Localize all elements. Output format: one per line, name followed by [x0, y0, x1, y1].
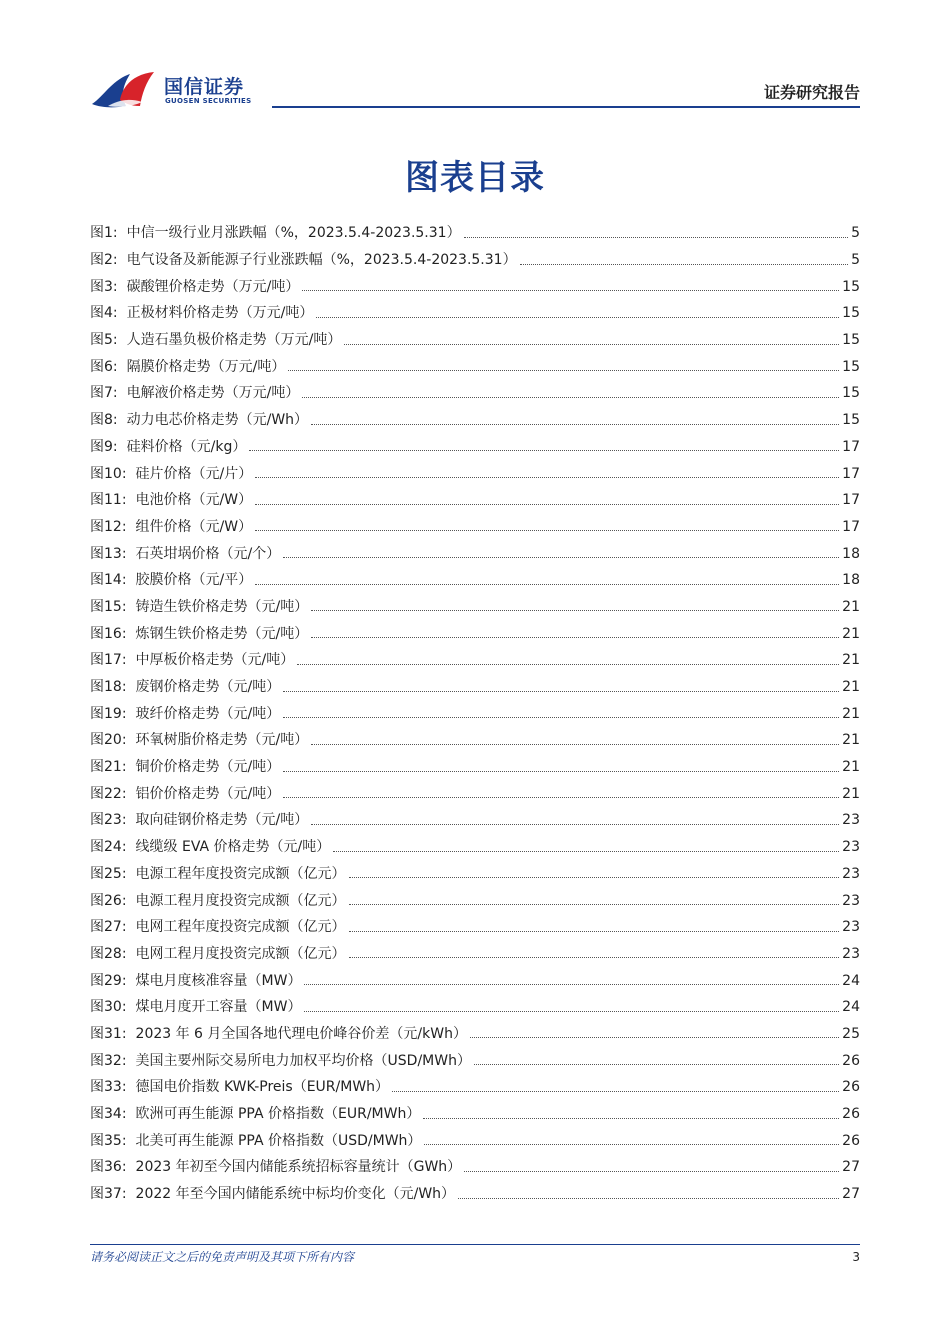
- company-logo: [90, 66, 260, 110]
- toc-entry-title: 废钢价格走势（元/吨）: [135, 679, 281, 696]
- toc-entry-title: 胶膜价格（元/平）: [135, 572, 253, 589]
- toc-entry-number: 图32:: [90, 1052, 127, 1069]
- toc-entry-page: 23: [842, 839, 860, 856]
- toc-entry-title: 欧洲可再生能源 PPA 价格指数（EUR/MWh）: [135, 1106, 421, 1123]
- toc-entry-leader: [474, 1064, 839, 1065]
- toc-entry-page: 23: [842, 865, 860, 882]
- toc-entry-leader: [333, 851, 839, 852]
- toc-entry-number: 图6:: [90, 358, 118, 375]
- toc-entry-title: 环氧树脂价格走势（元/吨）: [135, 732, 309, 749]
- toc-entry-page: 23: [842, 945, 860, 962]
- toc-entry-number: 图8:: [90, 412, 118, 429]
- toc-entry-leader: [302, 397, 839, 398]
- toc-entry-page: 15: [842, 278, 860, 295]
- toc-entry-page: 26: [842, 1132, 860, 1149]
- toc-entry[interactable]: [90, 1127, 860, 1154]
- toc-entry[interactable]: [90, 807, 860, 834]
- toc-entry[interactable]: [90, 540, 860, 567]
- toc-entry-leader: [464, 1171, 839, 1172]
- toc-entry-number: 图5:: [90, 332, 118, 349]
- toc-entry-leader: [283, 691, 839, 692]
- toc-entry-leader: [311, 637, 839, 638]
- toc-entry-leader: [304, 984, 839, 985]
- toc-entry-page: 15: [842, 385, 860, 402]
- footer-disclaimer: 请务必阅读正文之后的免责声明及其项下所有内容: [90, 1250, 355, 1264]
- toc-entry-leader: [255, 477, 839, 478]
- toc-entry[interactable]: [90, 754, 860, 781]
- toc-entry-title: 取向硅钢价格走势（元/吨）: [135, 812, 309, 829]
- toc-entry-title: 炼钢生铁价格走势（元/吨）: [135, 625, 309, 642]
- toc-entry-leader: [249, 450, 839, 451]
- toc-entry-leader: [311, 824, 839, 825]
- toc-entry[interactable]: [90, 1074, 860, 1101]
- toc-entry-page: 5: [851, 252, 860, 269]
- toc-entry[interactable]: [90, 674, 860, 701]
- toc-entry[interactable]: [90, 460, 860, 487]
- toc-entry-title: 正极材料价格走势（万元/吨）: [126, 305, 314, 322]
- toc-entry-leader: [424, 1144, 839, 1145]
- toc-entry-number: 图4:: [90, 305, 118, 322]
- header-divider: [272, 106, 860, 108]
- toc-entry-leader: [464, 237, 849, 238]
- toc-entry-title: 电池价格（元/W）: [135, 492, 253, 509]
- toc-entry-page: 18: [842, 572, 860, 589]
- toc-entry-number: 图34:: [90, 1106, 127, 1123]
- toc-entry-page: 21: [842, 705, 860, 722]
- toc-entry-page: 25: [842, 1025, 860, 1042]
- toc-entry-page: 21: [842, 625, 860, 642]
- toc-entry-number: 图7:: [90, 385, 118, 402]
- toc-entry-number: 图10:: [90, 465, 127, 482]
- toc-entry-page: 23: [842, 919, 860, 936]
- toc-entry-leader: [255, 504, 839, 505]
- toc-entry-leader: [344, 344, 839, 345]
- toc-entry-number: 图24:: [90, 839, 127, 856]
- toc-entry-page: 26: [842, 1079, 860, 1096]
- toc-entry-number: 图18:: [90, 679, 127, 696]
- report-type-label: 证券研究报告: [763, 83, 860, 102]
- toc-entry-page: 18: [842, 545, 860, 562]
- toc-entry-page: 15: [842, 332, 860, 349]
- page-header: [90, 66, 860, 110]
- toc-entry-title: 硅料价格（元/kg）: [126, 438, 247, 455]
- toc-entry-leader: [311, 744, 839, 745]
- toc-entry[interactable]: [90, 700, 860, 727]
- toc-entry-title: 玻纤价格走势（元/吨）: [135, 705, 281, 722]
- toc-entry[interactable]: [90, 1021, 860, 1048]
- toc-entry-leader: [311, 610, 839, 611]
- toc-entry-title: 2023 年初至今国内储能系统招标容量统计（GWh）: [135, 1159, 462, 1176]
- toc-entry-number: 图17:: [90, 652, 127, 669]
- toc-entry[interactable]: [90, 247, 860, 274]
- toc-entry-title: 美国主要州际交易所电力加权平均价格（USD/MWh）: [135, 1052, 471, 1069]
- toc-entry-number: 图35:: [90, 1132, 127, 1149]
- toc-entry[interactable]: [90, 941, 860, 968]
- toc-entry-number: 图11:: [90, 492, 127, 509]
- footer-divider: [90, 1244, 860, 1245]
- toc-entry-leader: [316, 317, 839, 318]
- toc-entry-page: 24: [842, 972, 860, 989]
- toc-entry[interactable]: [90, 994, 860, 1021]
- toc-entry-number: 图37:: [90, 1186, 127, 1203]
- toc-entry-title: 煤电月度开工容量（MW）: [135, 999, 302, 1016]
- toc-entry-number: 图26:: [90, 892, 127, 909]
- toc-entry-number: 图12:: [90, 518, 127, 535]
- toc-entry[interactable]: [90, 1047, 860, 1074]
- toc-entry-title: 线缆级 EVA 价格走势（元/吨）: [135, 839, 331, 856]
- toc-entry-title: 铜价价格走势（元/吨）: [135, 759, 281, 776]
- toc-entry-number: 图14:: [90, 572, 127, 589]
- toc-entry-page: 23: [842, 892, 860, 909]
- toc-entry-page: 17: [842, 492, 860, 509]
- toc-entry-page: 27: [842, 1159, 860, 1176]
- toc-entry-number: 图33:: [90, 1079, 127, 1096]
- toc-entry-leader: [349, 877, 840, 878]
- toc-entry-title: 人造石墨负极价格走势（万元/吨）: [126, 332, 342, 349]
- toc-entry-number: 图25:: [90, 865, 127, 882]
- logo-english-name: GUOSEN SECURITIES: [165, 97, 252, 105]
- toc-entry-title: 组件价格（元/W）: [135, 518, 253, 535]
- toc-entry-leader: [255, 530, 839, 531]
- toc-entry-number: 图23:: [90, 812, 127, 829]
- toc-entry-page: 27: [842, 1186, 860, 1203]
- toc-entry-page: 21: [842, 652, 860, 669]
- toc-entry-leader: [392, 1091, 839, 1092]
- toc-entry-title: 铸造生铁价格走势（元/吨）: [135, 598, 309, 615]
- toc-entry-title: 硅片价格（元/片）: [135, 465, 253, 482]
- toc-entry[interactable]: [90, 1181, 860, 1208]
- toc-entry-page: 15: [842, 358, 860, 375]
- toc-entry-title: 电源工程年度投资完成额（亿元）: [135, 865, 346, 882]
- toc-entry-leader: [304, 1011, 839, 1012]
- toc-entry[interactable]: [90, 620, 860, 647]
- toc-entry-title: 2022 年至今国内储能系统中标均价变化（元/Wh）: [135, 1186, 456, 1203]
- toc-entry-number: 图20:: [90, 732, 127, 749]
- toc-entry[interactable]: [90, 887, 860, 914]
- toc-entry-page: 24: [842, 999, 860, 1016]
- toc-entry-leader: [288, 370, 839, 371]
- toc-entry-page: 17: [842, 438, 860, 455]
- toc-entry-leader: [470, 1037, 839, 1038]
- toc-entry-leader: [520, 264, 849, 265]
- toc-entry[interactable]: [90, 567, 860, 594]
- toc-entry-page: 21: [842, 785, 860, 802]
- toc-entry[interactable]: [90, 967, 860, 994]
- toc-entry-leader: [302, 290, 839, 291]
- toc-entry-number: 图28:: [90, 945, 127, 962]
- toc-entry-title: 隔膜价格走势（万元/吨）: [126, 358, 286, 375]
- toc-entry-title: 动力电芯价格走势（元/Wh）: [126, 412, 309, 429]
- toc-entry-title: 中厚板价格走势（元/吨）: [135, 652, 295, 669]
- toc-entry-number: 图2:: [90, 252, 118, 269]
- guosen-logo-icon: [90, 66, 158, 110]
- toc-entry-page: 21: [842, 598, 860, 615]
- toc-entry-page: 26: [842, 1106, 860, 1123]
- toc-entry[interactable]: [90, 1101, 860, 1128]
- toc-entry-page: 21: [842, 759, 860, 776]
- toc-entry-title: 电气设备及新能源子行业涨跌幅（%，2023.5.4-2023.5.31）: [126, 252, 517, 269]
- toc-entry-number: 图9:: [90, 438, 118, 455]
- toc-entry-title: 铝价价格走势（元/吨）: [135, 785, 281, 802]
- toc-entry-page: 17: [842, 518, 860, 535]
- toc-entry[interactable]: [90, 647, 860, 674]
- toc-entry-title: 电源工程月度投资完成额（亿元）: [135, 892, 346, 909]
- toc-entry-leader: [349, 904, 840, 905]
- toc-entry-page: 15: [842, 305, 860, 322]
- toc-entry-leader: [297, 664, 839, 665]
- toc-entry-leader: [283, 771, 839, 772]
- toc-entry-title: 德国电价指数 KWK-Preis（EUR/MWh）: [135, 1079, 390, 1096]
- toc-entry-leader: [283, 557, 839, 558]
- toc-entry[interactable]: [90, 407, 860, 434]
- toc-entry-page: 5: [851, 225, 860, 242]
- toc-entry-title: 煤电月度核准容量（MW）: [135, 972, 302, 989]
- toc-entry[interactable]: [90, 834, 860, 861]
- toc-entry-title: 中信一级行业月涨跌幅（%，2023.5.4-2023.5.31）: [126, 225, 461, 242]
- toc-entry[interactable]: [90, 327, 860, 354]
- toc-entry[interactable]: [90, 380, 860, 407]
- toc-entry-title: 电网工程年度投资完成额（亿元）: [135, 919, 346, 936]
- toc-entry-leader: [283, 797, 839, 798]
- toc-entry[interactable]: [90, 861, 860, 888]
- toc-entry-number: 图22:: [90, 785, 127, 802]
- toc-entry[interactable]: [90, 514, 860, 541]
- toc-entry-number: 图3:: [90, 278, 118, 295]
- footer-page-number: 3: [852, 1250, 860, 1264]
- toc-entry-number: 图29:: [90, 972, 127, 989]
- toc-entry[interactable]: [90, 487, 860, 514]
- toc-entry-leader: [349, 931, 840, 932]
- toc-entry-number: 图36:: [90, 1159, 127, 1176]
- toc-entry-page: 15: [842, 412, 860, 429]
- toc-entry[interactable]: [90, 594, 860, 621]
- toc-entry-leader: [255, 584, 839, 585]
- toc-entry[interactable]: [90, 780, 860, 807]
- toc-entry-number: 图13:: [90, 545, 127, 562]
- toc-entry-title: 碳酸锂价格走势（万元/吨）: [126, 278, 300, 295]
- toc-entry-number: 图19:: [90, 705, 127, 722]
- toc-entry[interactable]: [90, 914, 860, 941]
- toc-entry-leader: [283, 717, 839, 718]
- toc-entry-page: 21: [842, 732, 860, 749]
- toc-entry-number: 图15:: [90, 598, 127, 615]
- toc-entry-number: 图21:: [90, 759, 127, 776]
- toc-entry[interactable]: [90, 300, 860, 327]
- toc-entry-number: 图27:: [90, 919, 127, 936]
- toc-entry[interactable]: [90, 220, 860, 247]
- toc-entry-number: 图31:: [90, 1025, 127, 1042]
- toc-entry-leader: [458, 1198, 839, 1199]
- toc-entry-number: 图16:: [90, 625, 127, 642]
- toc-entry-title: 北美可再生能源 PPA 价格指数（USD/MWh）: [135, 1132, 422, 1149]
- toc-entry-title: 电网工程月度投资完成额（亿元）: [135, 945, 346, 962]
- toc-entry-title: 电解液价格走势（万元/吨）: [126, 385, 300, 402]
- toc-entry[interactable]: [90, 434, 860, 461]
- toc-entry-page: 26: [842, 1052, 860, 1069]
- logo-chinese-name: 国信证券: [164, 76, 245, 98]
- toc-entry-leader: [349, 957, 840, 958]
- toc-entry[interactable]: [90, 353, 860, 380]
- toc-entry-number: 图30:: [90, 999, 127, 1016]
- toc-entry[interactable]: [90, 1154, 860, 1181]
- toc-entry-leader: [311, 424, 839, 425]
- toc-entry[interactable]: [90, 273, 860, 300]
- toc-entry-page: 17: [842, 465, 860, 482]
- toc-entry-page: 23: [842, 812, 860, 829]
- toc-entry-leader: [423, 1118, 839, 1119]
- toc-entry-number: 图1:: [90, 225, 118, 242]
- toc-entry-page: 21: [842, 679, 860, 696]
- toc-entry-title: 2023 年 6 月全国各地代理电价峰谷价差（元/kWh）: [135, 1025, 467, 1042]
- toc-entry[interactable]: [90, 727, 860, 754]
- page-title: 图表目录: [405, 158, 545, 198]
- figure-list: [90, 220, 860, 1207]
- toc-entry-title: 石英坩埚价格（元/个）: [135, 545, 281, 562]
